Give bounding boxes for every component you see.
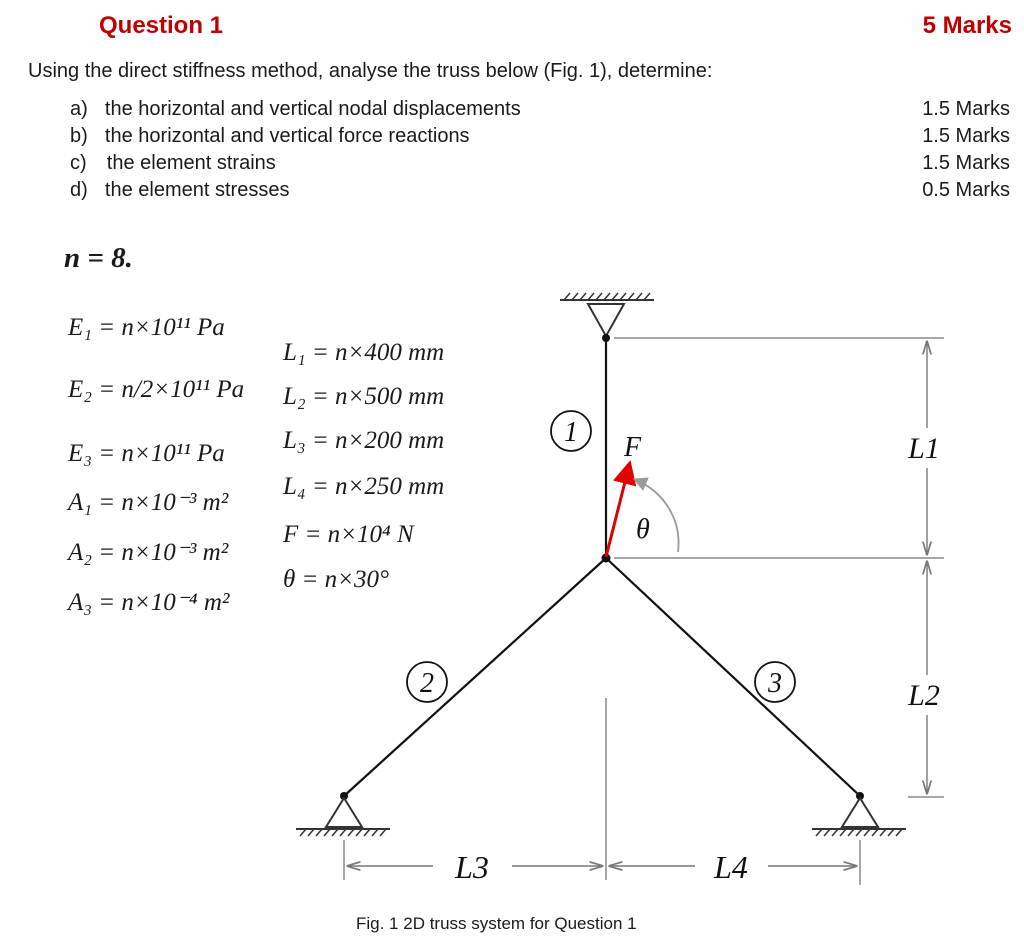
param-a2: A₂ = n×10⁻³ m² — [68, 539, 229, 566]
dim-l4-label: L4 — [714, 849, 748, 885]
svg-text:1: 1 — [564, 417, 578, 448]
task-text: the element strains — [106, 152, 276, 174]
figure-caption: Fig. 1 2D truss system for Question 1 — [356, 914, 637, 933]
task-marks: 0.5 Marks — [922, 179, 1010, 201]
svg-text:2: 2 — [420, 668, 434, 699]
angle-label: θ — [636, 514, 650, 545]
param-a3: A₃ = n×10⁻⁴ m² — [68, 589, 230, 616]
force-label: F — [624, 432, 642, 463]
task-text: the element stresses — [104, 179, 290, 201]
total-marks: 5 Marks — [922, 12, 1012, 39]
n-value: n = 8. — [64, 242, 133, 274]
task-text: the horizontal and vertical force reactions — [104, 125, 470, 147]
member-label-1 — [551, 411, 591, 451]
left-pin-support — [296, 798, 390, 836]
force-arrow — [606, 466, 629, 557]
param-l3: L₃ = n×200 mm — [283, 427, 445, 454]
task-text: the horizontal and vertical nodal displacements — [104, 98, 521, 120]
param-theta: θ = n×30° — [283, 566, 390, 593]
task-label: c) — [70, 152, 87, 174]
right-pin-support — [812, 798, 906, 836]
task-marks: 1.5 Marks — [922, 125, 1010, 147]
param-e1: E₁ = n×10¹¹ Pa — [68, 314, 225, 341]
param-f: F = n×10⁴ N — [283, 521, 414, 548]
task-label: a) — [70, 98, 88, 120]
top-pin-support — [560, 293, 654, 336]
param-e2: E₂ = n/2×10¹¹ Pa — [68, 376, 245, 403]
question-intro: Using the direct stiffness method, analyse the truss below (Fig. 1), determine: — [28, 60, 713, 82]
task-marks: 1.5 Marks — [922, 98, 1010, 120]
task-label: b) — [70, 125, 88, 147]
member-2 — [344, 558, 606, 796]
member-label-2 — [407, 662, 447, 702]
dim-l2-label: L2 — [908, 679, 940, 712]
param-e3: E₃ = n×10¹¹ Pa — [68, 440, 225, 467]
member-3 — [606, 558, 860, 796]
member-label-3 — [755, 662, 795, 702]
dim-l1-label: L1 — [908, 432, 940, 465]
question-title: Question 1 — [99, 12, 224, 39]
task-marks: 1.5 Marks — [922, 152, 1010, 174]
dim-l3-label: L3 — [455, 849, 489, 885]
svg-text:3: 3 — [768, 668, 782, 699]
param-l1: L₁ = n×400 mm — [283, 339, 445, 366]
task-label: d) — [70, 179, 88, 201]
truss-members — [344, 338, 860, 796]
node-top — [602, 334, 610, 342]
param-a1: A₁ = n×10⁻³ m² — [68, 489, 229, 516]
param-l2: L₂ = n×500 mm — [283, 383, 445, 410]
param-l4: L₄ = n×250 mm — [283, 473, 445, 500]
